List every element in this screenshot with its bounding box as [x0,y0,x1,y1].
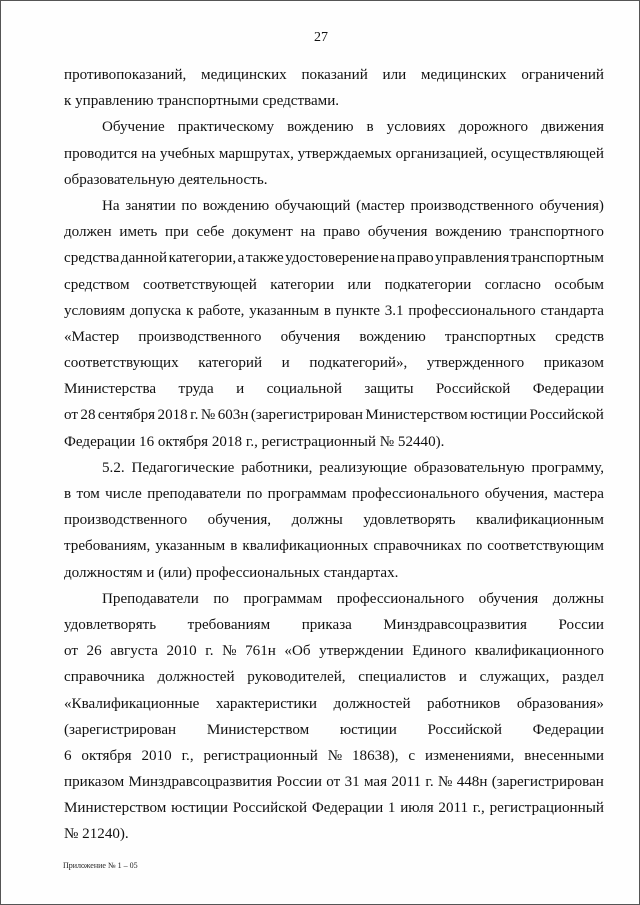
text-line: в том числе преподаватели по программам профессионального обучения, мастера [64,486,604,502]
text-line: На занятии по вождению обучающий (мастер производственного обучения) [102,197,604,214]
text-line: средства данной категории, а также удостоверение на право управления транспортным [64,250,604,267]
text-line: должностям и (или) профессиональных стандартах. [64,564,399,581]
text-line: противопоказаний, медицинских показаний или медицинских ограничений [64,67,604,83]
text-line: справочника должностей руководителей, специалистов и служащих, раздел [64,669,604,686]
text-line: Преподаватели по программам профессионального обучения должны [102,590,604,607]
text-line: удовлетворять требованиям приказа Минздравсоцразвития России [64,616,604,633]
text-line: «Квалификационные характеристики должностей работников образования» [64,695,604,712]
text-line: производственного обучения, должны удовлетворять квалификационным [64,512,604,529]
paragraph [64,193,604,455]
text-line: требованиям, указанным в квалификационных справочниках по соответствующим [64,538,604,555]
text-line: 5.2. Педагогические работники, реализующие образовательную программу, [102,459,604,476]
text-line: № 21240). [64,826,129,843]
text-line: к управлению транспортными средствами. [64,93,340,110]
text-line: проводится на учебных маршрутах, утверждаемых организацией, осуществляющей [64,145,604,162]
text-line: «Мастер производственного обучения вождению транспортных средств [64,328,604,345]
text-line: средством соответствующей категории или подкатегории согласно особым [64,276,604,293]
text-line: должен иметь при себе документ на право обучения вождению транспортного [64,224,604,241]
text-line: (зарегистрирован Министерством юстиции Российской Федерации [64,721,604,738]
paragraph [64,455,604,586]
page-footer: Приложение № 1 – 05 [63,861,138,870]
text-line: от 28 сентября 2018 г. № 603н (зарегистрирован Министерством юстиции Российской [64,407,604,424]
text-line: Федерации 16 октября 2018 г., регистрационный № 52440). [64,433,445,450]
page-number: 27 [314,30,328,45]
paragraph [64,62,604,114]
text-line: 6 октября 2010 г., регистрационный № 18638), с изменениями, внесенными [64,747,604,764]
text-line: приказом Минздравсоцразвития России от 31 мая 2011 г. № 448н (зарегистрирован [64,774,604,791]
paragraph [64,114,604,193]
text-line: соответствующих категорий и подкатегорий», утвержденного приказом [64,355,604,372]
text-line: условиям допуска к работе, указанным в пункте 3.1 профессионального стандарта [64,302,604,319]
text-line: образовательную деятельность. [64,171,268,188]
document-body [64,62,604,848]
text-line: Министерством юстиции Российской Федерации 1 июля 2011 г., регистрационный [64,800,604,817]
paragraph [64,586,604,848]
text-line: Обучение практическому вождению в условиях дорожного движения [102,119,604,136]
text-line: от 26 августа 2010 г. № 761н «Об утверждении Единого квалификационного [64,643,604,660]
text-line: Министерства труда и социальной защиты Российской Федерации [64,381,604,398]
